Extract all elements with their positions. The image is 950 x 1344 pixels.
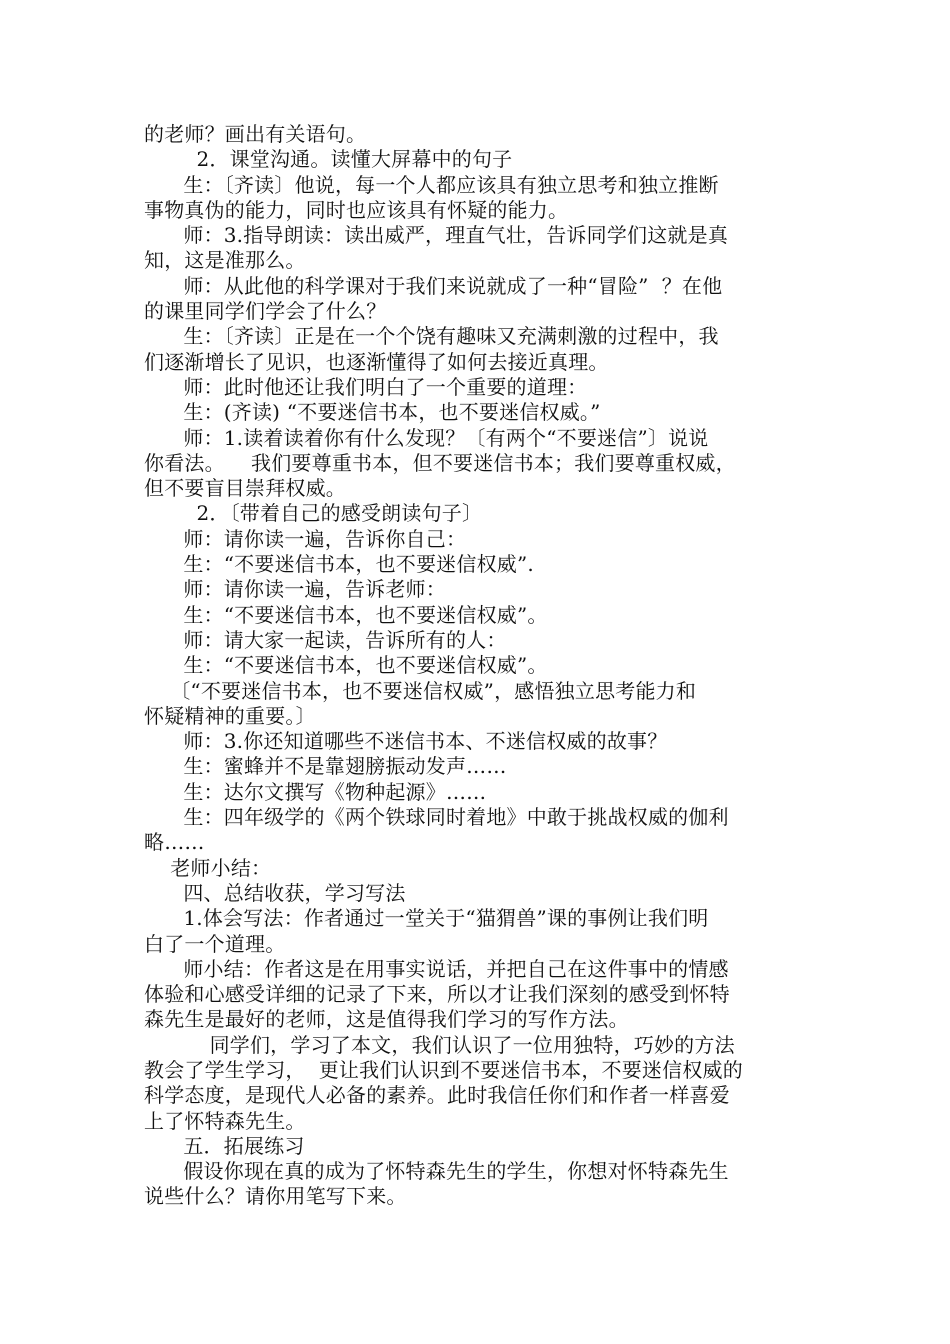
- text-line: 森先生是最好的老师，这是值得我们学习的写作方法。: [144, 1007, 629, 1032]
- text-line: 生：“不要迷信书本，也不要迷信权威”。: [144, 602, 548, 627]
- text-line: 们逐渐增长了见识，也逐渐懂得了如何去接近真理。: [144, 349, 609, 374]
- text-line: 2．〔带着自己的感受朗读句子〕: [144, 501, 483, 526]
- text-line: 白了一个道理。: [144, 931, 286, 956]
- text-line: 生：(齐读) “不要迷信书本，也不要迷信权威。”: [144, 400, 601, 425]
- text-line: 生：〔齐读〕他说，每一个人都应该具有独立思考和独立推断: [144, 172, 719, 197]
- text-line: 但不要盲目崇拜权威。: [144, 476, 346, 501]
- text-line: 师小结：作者这是在用事实说话，并把自己在这件事中的情感: [144, 956, 729, 981]
- text-line: 师：3.你还知道哪些不迷信书本、不迷信权威的故事？: [144, 729, 668, 754]
- text-line: 师：此时他还让我们明白了一个重要的道理：: [144, 374, 588, 399]
- text-line: 假设你现在真的成为了怀特森先生的学生，你想对怀特森先生: [144, 1159, 729, 1184]
- text-line: 科学态度，是现代人必备的素养。此时我信任你们和作者一样喜爱: [144, 1083, 730, 1108]
- text-line: 〔“不要迷信书本，也不要迷信权威”，感悟独立思考能力和: [144, 678, 697, 703]
- text-line: 生：“不要迷信书本，也不要迷信权威”.: [144, 552, 534, 577]
- text-line: 生：“不要迷信书本，也不要迷信权威”。: [144, 653, 548, 678]
- text-line: 1.体会写法：作者通过一堂关于“猫猬兽”课的事例让我们明: [144, 906, 709, 931]
- document-body: [144, 122, 806, 1210]
- text-line: 2．课堂沟通。读懂大屏幕中的句子: [144, 147, 513, 172]
- text-line: 五．拓展练习: [144, 1133, 305, 1158]
- text-line: 教会了学生学习， 更让我们认识到不要迷信书本，不要迷信权威的: [144, 1057, 743, 1082]
- text-line: 同学们，学习了本文，我们认识了一位用独特，巧妙的方法: [144, 1032, 735, 1057]
- text-line: 的课里同学们学会了什么？: [144, 299, 387, 324]
- text-line: 体验和心感受详细的记录了下来，所以才让我们深刻的感受到怀特: [144, 982, 730, 1007]
- text-line: 生：达尔文撰写《物种起源》……: [144, 779, 487, 804]
- text-line: 师：1.读着读着你有什么发现？〔有两个“不要迷信”〕说说: [144, 425, 709, 450]
- text-line: 老师小结：: [144, 855, 272, 880]
- text-line: 师：请你读一遍，告诉你自己：: [144, 526, 467, 551]
- text-line: 事物真伪的能力，同时也应该具有怀疑的能力。: [144, 197, 569, 222]
- text-line: 师：请大家一起读，告诉所有的人：: [144, 627, 507, 652]
- text-line: 师：从此他的科学课对于我们来说就成了一种“冒险” ？在他: [144, 273, 723, 298]
- text-line: 生：〔齐读〕正是在一个个饶有趣味又充满刺激的过程中，我: [144, 324, 719, 349]
- text-line: 怀疑精神的重要。〕: [144, 703, 316, 728]
- text-line: 上了怀特森先生。: [144, 1108, 306, 1133]
- text-line: 四、总结收获，学习写法: [144, 880, 406, 905]
- text-line: 你看法。 我们要尊重书本，但不要迷信书本；我们要尊重权威，: [144, 450, 736, 475]
- text-line: 师：3.指导朗读：读出威严，理直气壮，告诉同学们这就是真: [144, 223, 729, 248]
- text-line: 生：蜜蜂并不是靠翅膀振动发声……: [144, 754, 507, 779]
- text-line: 师：请你读一遍，告诉老师：: [144, 577, 446, 602]
- text-line: 说些什么？请你用笔写下来。: [144, 1184, 407, 1209]
- text-line: 生：四年级学的《两个铁球同时着地》中敢于挑战权威的伽利: [144, 805, 729, 830]
- text-line: 略……: [144, 830, 205, 855]
- text-line: 的老师？画出有关语句。: [144, 122, 367, 146]
- text-line: 知，这是准那么。: [144, 248, 306, 273]
